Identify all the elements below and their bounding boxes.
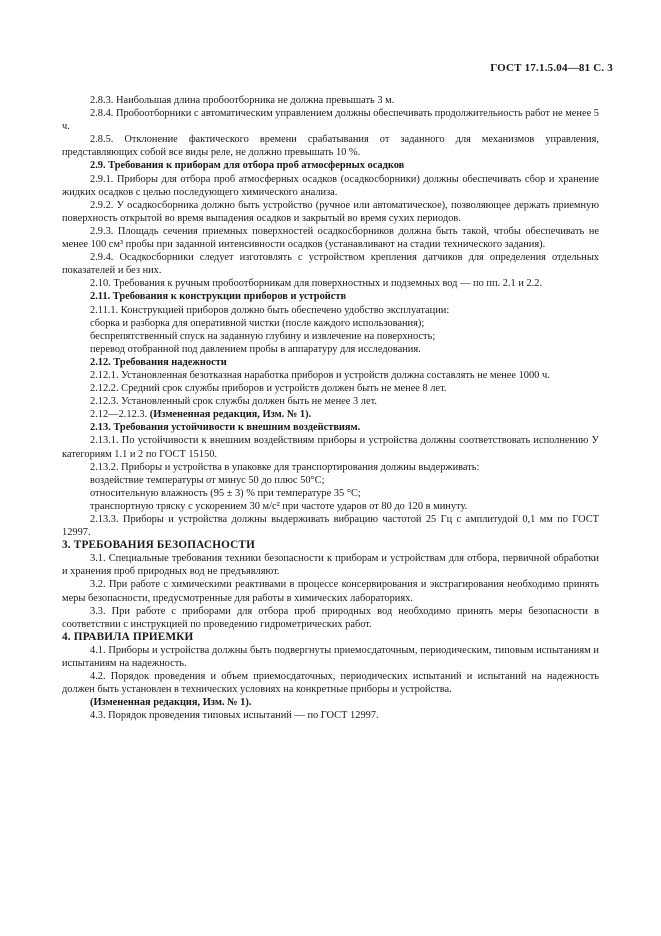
list-item: воздействие температуры от минус 50 до плюс 50°С; xyxy=(90,474,325,486)
paragraph-2-8-3: 2.8.3. Наибольшая длина пробоотборника не должна превышать 3 м. xyxy=(90,95,395,106)
heading-2-13: 2.13. Требования устойчивости к внешним воздействиям. xyxy=(90,422,361,434)
section-3-title: 3. ТРЕБОВАНИЯ БЕЗОПАСНОСТИ xyxy=(62,539,255,552)
paragraph-2-9-1: 2.9.1. Приборы для отбора проб атмосферных осадков (осадкосборники) должны обеспечивать сбор и хранение жидких осадков с целью последующего химического анализа. xyxy=(62,173,599,198)
list-item: транспортную тряску с ускорением 30 м/с² при частоте ударов от 80 до 120 в минуту. xyxy=(90,500,468,512)
amendment-text: (Измененная редакция, Изм. № 1). xyxy=(149,409,312,421)
heading-2-9: 2.9. Требования к приборам для отбора проб атмосферных осадков xyxy=(90,160,405,172)
paragraph-2-11-1: 2.11.1. Конструкцией приборов должно быть обеспечено удобство эксплуатации: xyxy=(90,304,450,316)
paragraph-3-1: 3.1. Специальные требования техники безопасности к приборам и устройствам для отбора, первичной обработки и хранения проб природных вод не предъявляют. xyxy=(62,553,599,578)
paragraph-2-9-4: 2.9.4. Осадкосборники следует изготовлять с устройством крепления датчиков для определения отдельных показателей и без них. xyxy=(62,252,599,277)
amendment-range: 2.12—2.12.3. xyxy=(90,409,148,421)
paragraph-2-12-1: 2.12.1. Установленная безотказная наработка приборов и устройств должна составлять не менее 1000 ч. xyxy=(90,369,550,381)
paragraph-2-13-2: 2.13.2. Приборы и устройства в упаковке для транспортирования должны выдерживать: xyxy=(90,461,480,473)
paragraph-2-9-3: 2.9.3. Площадь сечения приемных поверхностей осадкосборников должна быть такой, чтобы обеспечивать не менее 100 см³ пробы при заданной интенсивности осадков (устанавливают на стадии технического задания). xyxy=(62,225,599,251)
paragraph-2-10: 2.10. Требования к ручным пробоотборникам для поверхностных и подземных вод — по пп. 2.1 и 2.2. xyxy=(90,278,543,290)
paragraph-4-2: 4.2. Порядок проведения и объем приемосдаточных, периодических испытаний и испытаний на надежность должен быть установлен в технических условиях на конкретные приборы и устройства. xyxy=(62,671,599,696)
heading-2-11: 2.11. Требования к конструкции приборов и устройств xyxy=(90,291,347,303)
paragraph-4-1: 4.1. Приборы и устройства должны быть подвергнуты приемосдаточным, периодическим, типовым испытаниям и испытаниям на надежность. xyxy=(62,644,599,670)
list-item: сборка и разборка для оперативной чистки (после каждого использования); xyxy=(90,317,425,329)
amendment-note: (Измененная редакция, Изм. № 1). xyxy=(90,697,252,709)
paragraph-2-12-3: 2.12.3. Установленный срок службы должен быть не менее 3 лет. xyxy=(90,396,377,408)
paragraph-3-2: 3.2. При работе с химическими реактивами в процессе консервирования и экстрагирования необходимо принять меры безопасности, предусмотренные для работы в химических лабораториях. xyxy=(62,579,599,604)
paragraph-2-12-2: 2.12.2. Средний срок службы приборов и устройств должен быть не менее 8 лет. xyxy=(90,383,447,395)
paragraph-3-3: 3.3. При работе с приборами для отбора проб природных вод необходимо принять меры безопасности в соответствии с инструкцией по проведению гидрометрических работ. xyxy=(62,605,599,630)
paragraph-2-13-1: 2.13.1. По устойчивости к внешним воздействиям приборы и устройства должны соответствовать исполнению У категориям 1.1 и 2 по ГОСТ 15150. xyxy=(62,435,599,460)
document-body xyxy=(62,94,599,723)
amendment-note xyxy=(62,408,599,421)
paragraph-2-13-3: 2.13.3. Приборы и устройства должны выдерживать вибрацию частотой 25 Гц с амплитудой 0,1 мм по ГОСТ 12997. xyxy=(62,514,599,539)
heading-2-12: 2.12. Требования надежности xyxy=(90,356,227,368)
paragraph-2-9-2: 2.9.2. У осадкосборника должно быть устройство (ручное или автоматическое), позволяющее держать приемную поверхность открытой во время выпадения осадков и закрытый во время сухих периодов. xyxy=(62,199,599,224)
list-item: беспрепятственный спуск на заданную глубину и извлечение на поверхность; xyxy=(90,330,436,342)
page-header: ГОСТ 17.1.5.04—81 С. 3 xyxy=(490,62,613,74)
paragraph-2-8-4: 2.8.4. Пробоотборники с автоматическим управлением должны обеспечивать продолжительность работ не менее 5 ч. xyxy=(62,108,599,133)
list-item: относительную влажность (95 ± 3) % при температуре 35 °С; xyxy=(90,487,361,499)
paragraph-4-3: 4.3. Порядок проведения типовых испытаний — по ГОСТ 12997. xyxy=(90,710,379,722)
paragraph-2-8-5: 2.8.5. Отклонение фактического времени срабатывания от заданного для механизмов управления, представляющих собой все виды реле, не должно превышать 10 %. xyxy=(62,134,599,159)
list-item: перевод отобранной под давлением пробы в аппаратуру для исследования. xyxy=(90,343,421,355)
section-4-title: 4. ПРАВИЛА ПРИЕМКИ xyxy=(62,630,194,643)
